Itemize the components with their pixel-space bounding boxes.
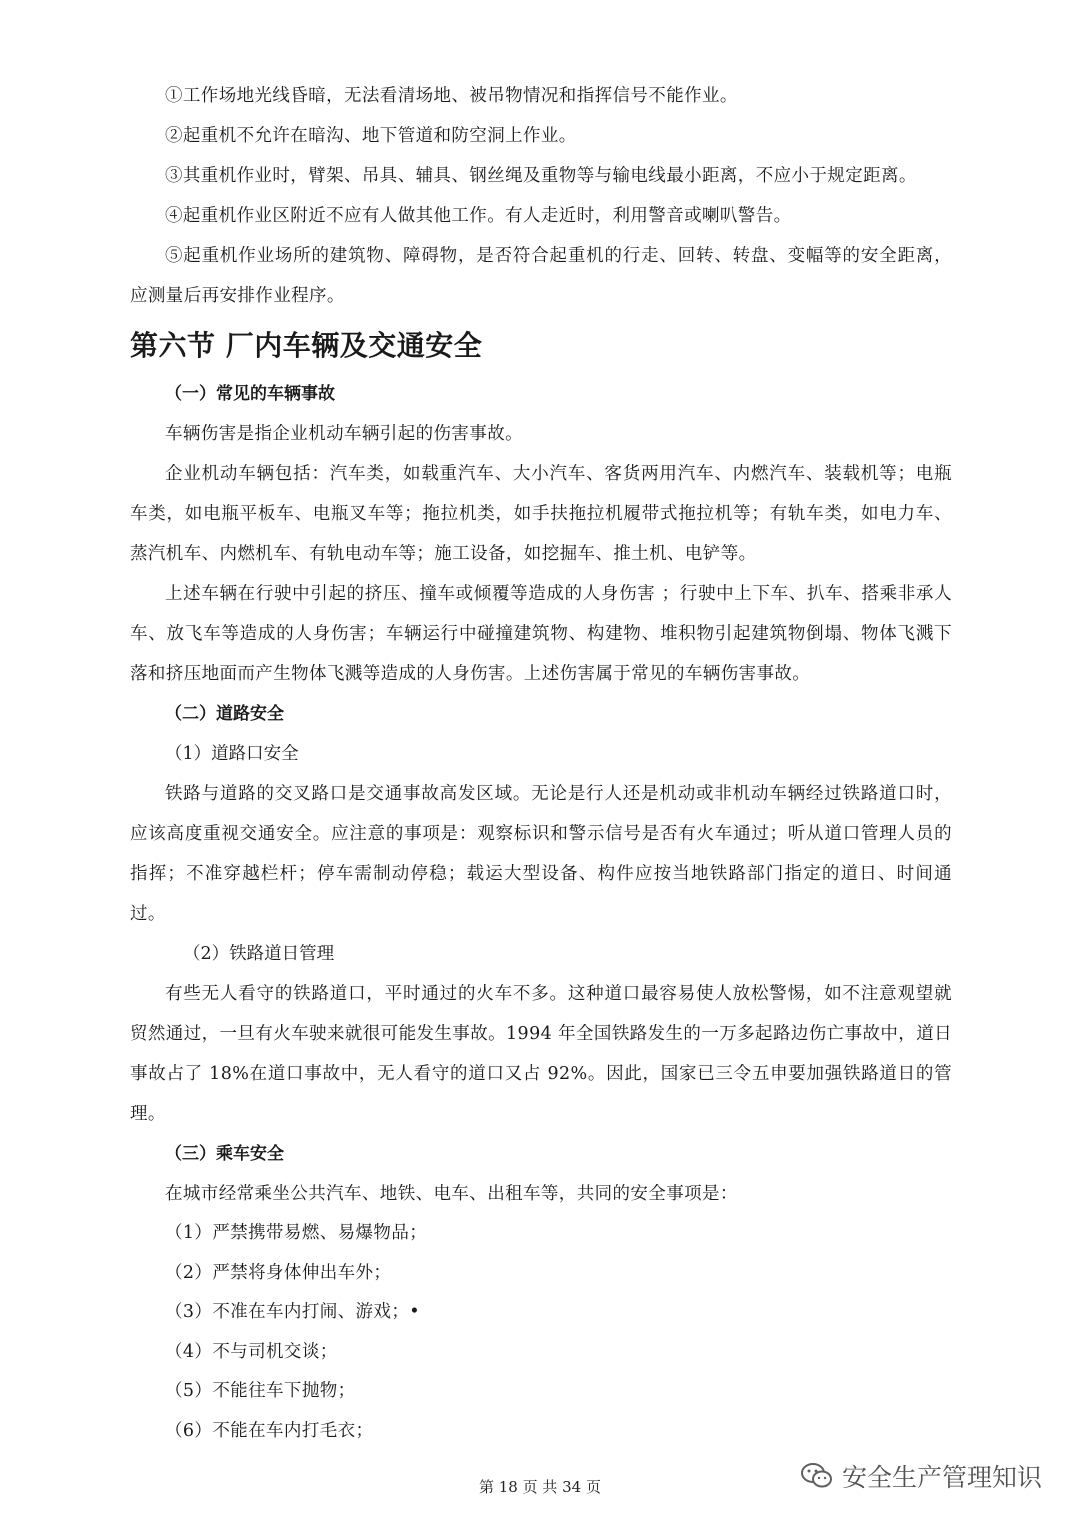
crane-item-3: ③其重机作业时，臂架、吊具、辅具、钢丝绳及重物等与输电线最小距离，不应小于规定距离。 (165, 166, 917, 186)
part2-sub1-text: 铁路与道路的交叉路口是交通事故高发区域。无论是行人还是机动或非机动车辆经过铁路道口时，应该高度重视交通安全。应注意的事项是：观察标识和警示信号是否有火车通过；听从道口管理人员的指挥；不准穿越栏杆；停车需制动停稳；载运大型设备、构件应按当地铁路部门指定的道日、时间通过。 (130, 784, 952, 924)
part2-heading: （二）道路安全 (165, 704, 284, 724)
watermark-text: 安全生产管理知识 (841, 1463, 1042, 1492)
page-footer: 第 18 页 共 34 页 (478, 1478, 601, 1496)
list-item: （5）不能往车下抛物； (165, 1381, 356, 1401)
list-item: （4）不与司机交谈； (165, 1341, 338, 1362)
part1-heading: （一）常见的车辆事故 (165, 384, 335, 404)
crane-item-2: ②起重机不允许在暗沟、地下管道和防空洞上作业。 (165, 126, 577, 146)
wechat-icon (800, 1461, 834, 1491)
part1-paragraph: 企业机动车辆包括：汽车类，如载重汽车、大小汽车、客货两用汽车、内燃汽车、装载机等；电瓶车类，如电瓶平板车、电瓶叉车等；拖拉机类，如手扶拖拉机履带式拖拉机等；有轨车类，如电力车、蒸汽机车、内燃机车、有轨电动车等；施工设备，如挖掘车、推土机、电铲等。 (130, 464, 952, 564)
document-page (130, 76, 952, 1451)
crane-item-4: ④起重机作业区附近不应有人做其他工作。有人走近时，利用警音或喇叭警告。 (165, 206, 792, 226)
list-item: （1）严禁携带易燃、易爆物品； (165, 1223, 428, 1243)
list-item: （2）严禁将身体伸出车外； (165, 1262, 392, 1283)
list-item: （6）不能在车内打毛衣； (165, 1420, 374, 1441)
part2-sub2-heading: （2）铁路道日管理 (183, 944, 335, 964)
part2-sub1-heading: （1）道路口安全 (165, 744, 299, 764)
part2-sub2-text: 有些无人看守的铁路道口，平时通过的火车不多。这种道口最容易使人放松警惕，如不注意观望就贸然通过，一旦有火车驶来就很可能发生事故。1994 年全国铁路发生的一万多起路边伤亡事故中，道日事故占了 18%在道口事故中，无人看守的道口又占 92%。因此，国家已三令五申要加强铁路道日的管理。 (130, 984, 952, 1124)
watermark (800, 1458, 1042, 1494)
part3-heading: （三）乘车安全 (165, 1144, 284, 1164)
list-item: （3）不准在车内打闹、游戏；• (165, 1302, 420, 1322)
part3-intro: 在城市经常乘坐公共汽车、地铁、电车、出租车等，共同的安全事项是： (165, 1184, 738, 1204)
part1-paragraph: 上述车辆在行驶中引起的挤压、撞车或倾覆等造成的人身伤害 ；行驶中上下车、扒车、搭乘非承人车、放飞车等造成的人身伤害；车辆运行中碰撞建筑物、构建物、堆积物引起建筑物倒塌、物体飞溅下落和挤压地面而产生物体飞溅等造成的人身伤害。上述伤害属于常见的车辆伤害事故。 (130, 584, 952, 684)
crane-item-5: ⑤起重机作业场所的建筑物、障碍物，是否符合起重机的行走、回转、转盘、变幅等的安全距离，应测量后再安排作业程序。 (130, 246, 952, 306)
section-title: 第六节 厂内车辆及交通安全 (130, 329, 483, 362)
part1-paragraph: 车辆伤害是指企业机动车辆引起的伤害事故。 (165, 424, 523, 444)
crane-item-1: ①工作场地光线昏暗，无法看清场地、被吊物情况和指挥信号不能作业。 (165, 86, 738, 106)
